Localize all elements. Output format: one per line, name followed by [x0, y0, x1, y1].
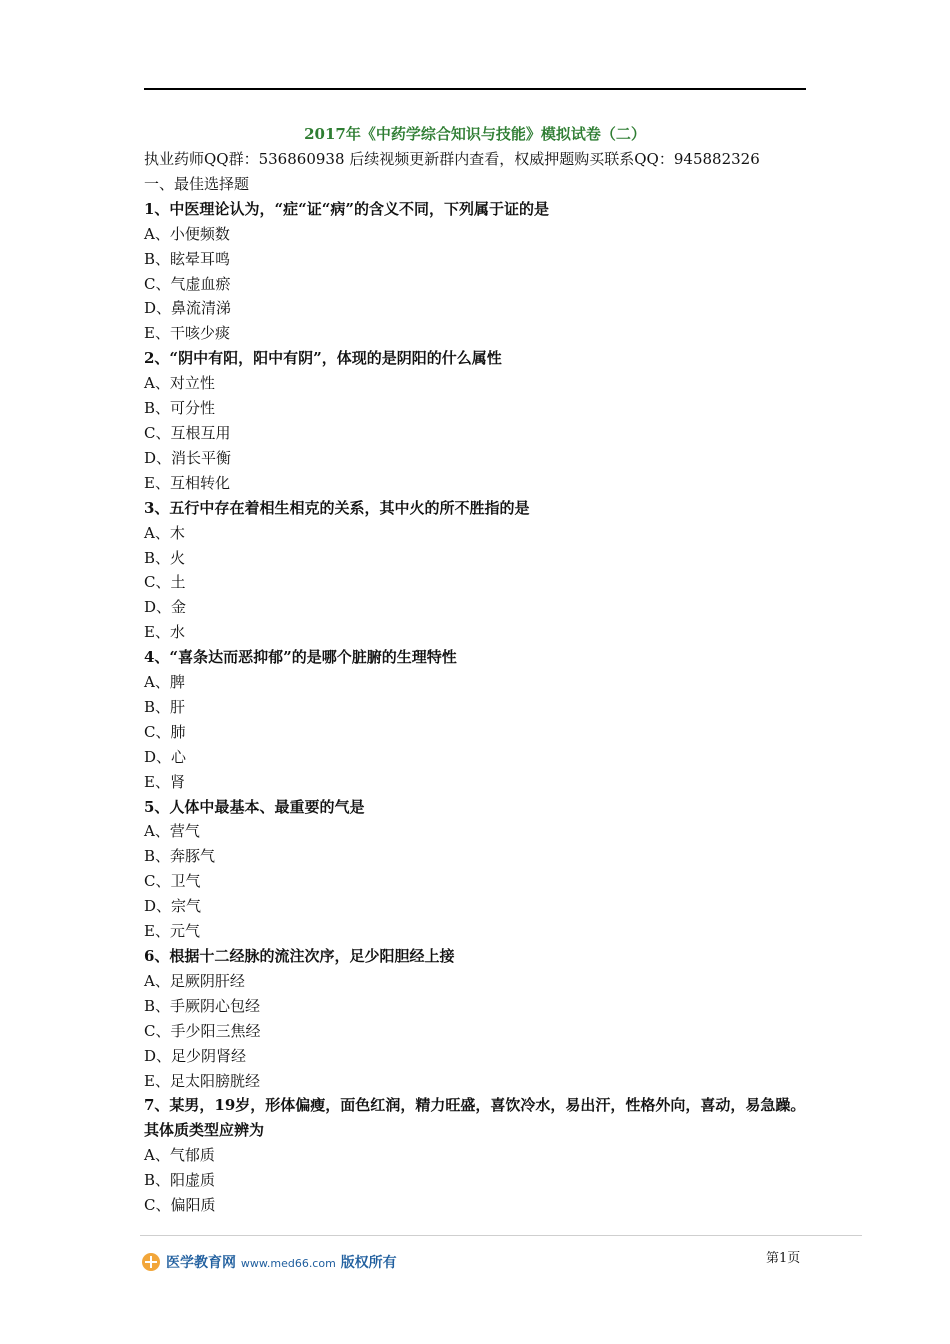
question-text: 3、五行中存在着相生相克的关系，其中火的所不胜指的是 [144, 498, 530, 517]
option: E、水 [144, 623, 185, 642]
question-1 [144, 197, 824, 346]
option: B、奔豚气 [144, 847, 216, 866]
option: E、肾 [144, 772, 185, 791]
brand-site: www.med66.com [240, 1257, 336, 1270]
option: A、气郁质 [144, 1146, 215, 1165]
question-text: 2、“阴中有阳，阳中有阴”，体现的是阴阳的什么属性 [144, 349, 502, 368]
option: D、足少阴肾经 [144, 1046, 247, 1065]
option: C、肺 [144, 722, 186, 741]
brand-name: 医学教育网 [166, 1255, 236, 1271]
question-text: 6、根据十二经脉的流注次序，足少阳胆经上接 [144, 947, 455, 965]
qq-info: 执业药师QQ群：536860938 后续视频更新群内查看，权威押题购买联系QQ：945882326 [144, 150, 760, 168]
medical-cross-logo-icon [142, 1253, 160, 1271]
option: C、土 [144, 573, 186, 592]
question-text: 4、“喜条达而恶抑郁”的是哪个脏腑的生理特性 [144, 648, 457, 667]
option: B、阳虚质 [144, 1171, 216, 1190]
option: C、偏阳质 [144, 1196, 216, 1215]
question-text: 7、某男，19岁，形体偏瘦，面色红润，精力旺盛，喜饮冷水，易出汗，性格外向，喜动，易急躁。其体质类型应辨为 [144, 1096, 806, 1140]
option: D、鼻流清涕 [144, 299, 232, 318]
option: C、互根互用 [144, 423, 231, 442]
question-4 [144, 645, 824, 794]
option: C、气虚血瘀 [144, 274, 231, 293]
question-2 [144, 346, 824, 495]
question-6 [144, 944, 824, 1093]
option: A、对立性 [144, 374, 215, 393]
option: E、互相转化 [144, 473, 230, 492]
option: A、小便频数 [144, 224, 230, 243]
question-7 [144, 1093, 824, 1218]
footer-brand [142, 1252, 397, 1272]
option: D、金 [144, 598, 187, 617]
question-text: 5、人体中最基本、最重要的气是 [144, 797, 365, 816]
option: B、可分性 [144, 399, 216, 418]
option: E、干咳少痰 [144, 324, 230, 343]
question-3 [144, 496, 824, 645]
document-title: 2017年《中药学综合知识与技能》模拟试卷（二） [304, 125, 646, 143]
option: B、手厥阴心包经 [144, 996, 261, 1015]
option: C、卫气 [144, 872, 201, 891]
top-rule [144, 88, 806, 90]
option: A、脾 [144, 673, 185, 692]
question-5 [144, 795, 824, 944]
option: E、元气 [144, 922, 200, 941]
option: A、足厥阴肝经 [144, 971, 245, 990]
footer-rule [140, 1235, 862, 1236]
option: E、足太阳膀胱经 [144, 1071, 260, 1090]
option: D、宗气 [144, 897, 202, 916]
brand-rights: 版权所有 [340, 1255, 397, 1271]
option: A、木 [144, 523, 185, 542]
option: D、消长平衡 [144, 448, 232, 467]
option: B、火 [144, 548, 186, 567]
option: A、营气 [144, 822, 200, 841]
page-number: 第1页 [766, 1251, 801, 1266]
option: B、眩晕耳鸣 [144, 249, 231, 268]
option: D、心 [144, 747, 187, 766]
option: B、肝 [144, 697, 186, 716]
document-body [144, 122, 824, 1218]
question-text: 1、中医理论认为，“症“证“病”的含义不同，下列属于证的是 [144, 199, 549, 218]
section-heading: 一、最佳选择题 [144, 174, 250, 193]
option: C、手少阳三焦经 [144, 1021, 261, 1040]
